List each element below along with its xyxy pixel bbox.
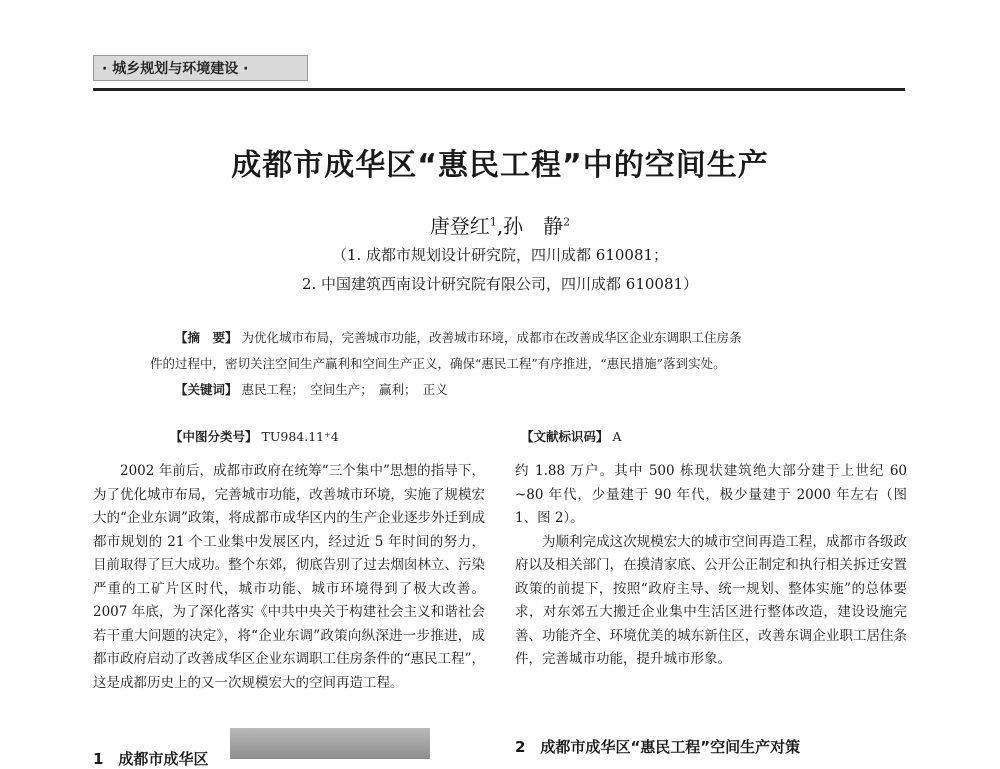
- doc-code-label: 【文献标识码】: [521, 429, 609, 444]
- clc-label: 【中图分类号】: [170, 429, 258, 444]
- doc-code-value: A: [612, 429, 622, 444]
- right-paragraph-1: 约 1.88 万户。其中 500 栋现状建筑绝大部分建于上世纪 60 ~80 年代，少量建于 90 年代，极少量建于 2000 年左右（图 1、图 2）。: [515, 463, 907, 526]
- article-title: 成都市成华区“惠民工程”中的空间生产: [231, 148, 769, 183]
- keywords-label: 【关键词】: [175, 382, 238, 397]
- clc-line: [170, 427, 339, 445]
- affiliation-1: （1. 成都市规划设计研究院，四川成都 610081；: [331, 246, 669, 264]
- author-mark: 2: [563, 215, 571, 229]
- header-rule: [93, 88, 905, 91]
- left-paragraph: 2002 年前后，成都市政府在统筹“三个集中”思想的指导下，为了优化城市布局，完善城市功能，改善城市环境，实施了规模宏大的“企业东调”政策，将成都市成华区内的生产企业逐步外迁到成都市规划的 21 个工业集中发展区内，经过近 5 年时间的努力，目前取得了巨大成功。整个东郊，彻底告别了过去烟囱林立、污染严重的工矿片区时代，城市功能、城市环境得到了极大改善。2007 年底，为了深化落实《中共中央关于构建社会主义和谐社会若干重大问题的决定》，将“企业东调”政策向纵深进一步推进，成都市政府启动了改善成华区企业东调职工住房条件的“惠民工程”，这是成都历史上的又一次规模宏大的空间再造工程。: [93, 463, 485, 691]
- author-separator: ,: [496, 214, 504, 238]
- figure-partial: [230, 728, 430, 759]
- affiliation-2: 2. 中国建筑西南设计研究院有限公司，四川成都 610081）: [301, 275, 699, 293]
- keywords-text: 惠民工程； 空间生产； 赢利； 正义: [241, 382, 448, 397]
- author-mark: 1: [489, 215, 497, 229]
- author-name: 唐登红: [429, 214, 490, 238]
- author-line: [0, 210, 1000, 239]
- right-column: [515, 460, 907, 672]
- abstract-line-1: [175, 328, 742, 346]
- left-next-heading: 1 成都市成华区: [93, 750, 209, 768]
- doc-code-line: [521, 427, 622, 445]
- author-name: 孙 静: [503, 214, 564, 238]
- abstract-text: 为优化城市布局，完善城市功能，改善城市环境，成都市在改善成华区企业东调职工住房条: [241, 330, 742, 345]
- abstract-line-2: 件的过程中，密切关注空间生产赢利和空间生产正义，确保“惠民工程”有序推进，“惠民措施”落到实处。: [150, 356, 726, 371]
- clc-value: TU984.11⁺4: [261, 429, 339, 444]
- right-paragraph-2: 为顺利完成这次规模宏大的城市空间再造工程，成都市各级政府以及相关部门，在摸清家底、公开公正制定和执行相关拆迁安置政策的前提下，按照“政府主导、统一规划、整体实施”的总体要求，对东郊五大搬迁企业集中生活区进行整体改造，建设设施完善、功能齐全、环境优美的城东新住区，改善东调企业职工居住条件，完善城市功能，提升城市形象。: [515, 533, 907, 667]
- section-heading-2: 2 成都市成华区“惠民工程”空间生产对策: [515, 738, 801, 756]
- left-column: [93, 460, 485, 695]
- section-label: · 城乡规划与环境建设 ·: [93, 55, 308, 81]
- keywords-line: [175, 380, 448, 398]
- abstract-label: 【摘 要】: [175, 330, 238, 345]
